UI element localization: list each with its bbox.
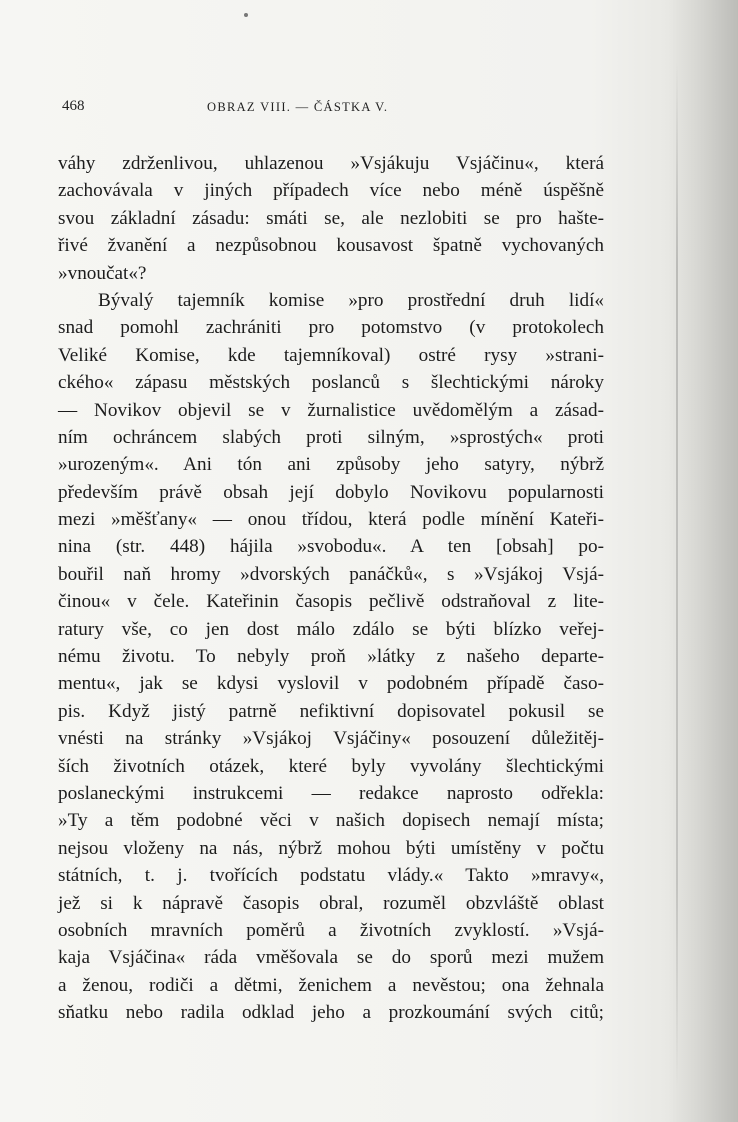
- text-line: váhy zdrženlivou, uhlazenou »Vsjákuju Vsjáčinu«, která: [58, 153, 604, 174]
- text-line: pis. Když jistý patrně nefiktivní dopisovatel pokusil se: [58, 700, 604, 722]
- text-line: snad pomohl zachrániti pro potomstvo (v protokolech: [58, 317, 604, 339]
- text-line: svou základní zásadu: smáti se, ale nezlobiti se pro hašte-: [58, 207, 604, 229]
- text-line: zachovávala v jiných případech více nebo méně úspěšně: [58, 180, 604, 202]
- text-line: činou« v čele. Kateřinin časopis pečlivě odstraňoval z lite-: [58, 591, 604, 613]
- ink-dot: [244, 13, 248, 17]
- body-text: [58, 150, 604, 1027]
- text-line: především právě obsah její dobylo Novikovu popularnosti: [58, 481, 604, 503]
- text-line: nému životu. To nebyly proň »látky z našeho departe-: [58, 646, 604, 668]
- text-line: Veliké Komise, kde tajemníkoval) ostré rysy »strani-: [58, 344, 604, 366]
- text-line: státních, t. j. tvořících podstatu vlády.« Takto »mravy«,: [58, 865, 604, 887]
- text-line: — Novikov objevil se v žurnalistice uvědomělým a zásad-: [58, 399, 604, 421]
- page-number: 468: [62, 98, 85, 114]
- text-line: Bývalý tajemník komise »pro prostřední druh lidí«: [98, 289, 604, 311]
- text-line: »Ty a těm podobné věci v našich dopisech nemají místa;: [58, 810, 604, 832]
- text-line: řivé žvanění a nezpůsobnou kousavost špatně vychovaných: [58, 235, 604, 257]
- text-line: poslaneckými instrukcemi — redakce naprosto odřekla:: [58, 782, 604, 804]
- text-line: mezi »měšťany« — onou třídou, která podle mínění Kateři-: [58, 509, 604, 531]
- page-header: [62, 98, 602, 120]
- running-head: OBRAZ VIII. — ČÁSTKA V.: [207, 100, 389, 114]
- text-line: nejsou vloženy na nás, nýbrž mohou býti umístěny v počtu: [58, 837, 604, 859]
- page-edge-shadow: [668, 0, 738, 1122]
- text-line: »vnoučat«?: [58, 262, 147, 284]
- text-line: ších životních otázek, které byly vyvolány šlechtickými: [58, 755, 604, 777]
- text-line: mentu«, jak se kdysi vyslovil v podobném případě časo-: [58, 673, 604, 695]
- text-line: ckého« zápasu městských poslanců s šlechtickými nároky: [58, 372, 604, 394]
- text-line: kaja Vsjáčina« ráda vměšovala se do sporů mezi mužem: [58, 947, 604, 969]
- text-line: nina (str. 448) hájila »svobodu«. A ten [obsah] po-: [58, 536, 604, 558]
- text-line: osobních mravních poměrů a životních zvyklostí. »Vsjá-: [58, 919, 604, 941]
- text-line: jež si k nápravě časopis obral, rozuměl obzvláště oblast: [58, 892, 604, 914]
- text-line: sňatku nebo radila odklad jeho a prozkoumání svých citů;: [58, 1002, 604, 1024]
- text-line: vnésti na stránky »Vsjákoj Vsjáčiny« posouzení důležitěj-: [58, 728, 604, 750]
- text-line: bouřil naň hromy »dvorských panáčků«, s »Vsjákoj Vsjá-: [58, 563, 604, 585]
- text-line: a ženou, rodiči a dětmi, ženichem a nevěstou; ona žehnala: [58, 974, 604, 996]
- text-line: ním ochráncem slabých proti silným, »sprostých« proti: [58, 426, 604, 448]
- text-line: »urozeným«. Ani tón ani způsoby jeho satyry, nýbrž: [58, 454, 604, 476]
- text-line: ratury vše, co jen dost málo zdálo se býti blízko veřej-: [58, 618, 604, 640]
- page-binding-line: [676, 60, 678, 1090]
